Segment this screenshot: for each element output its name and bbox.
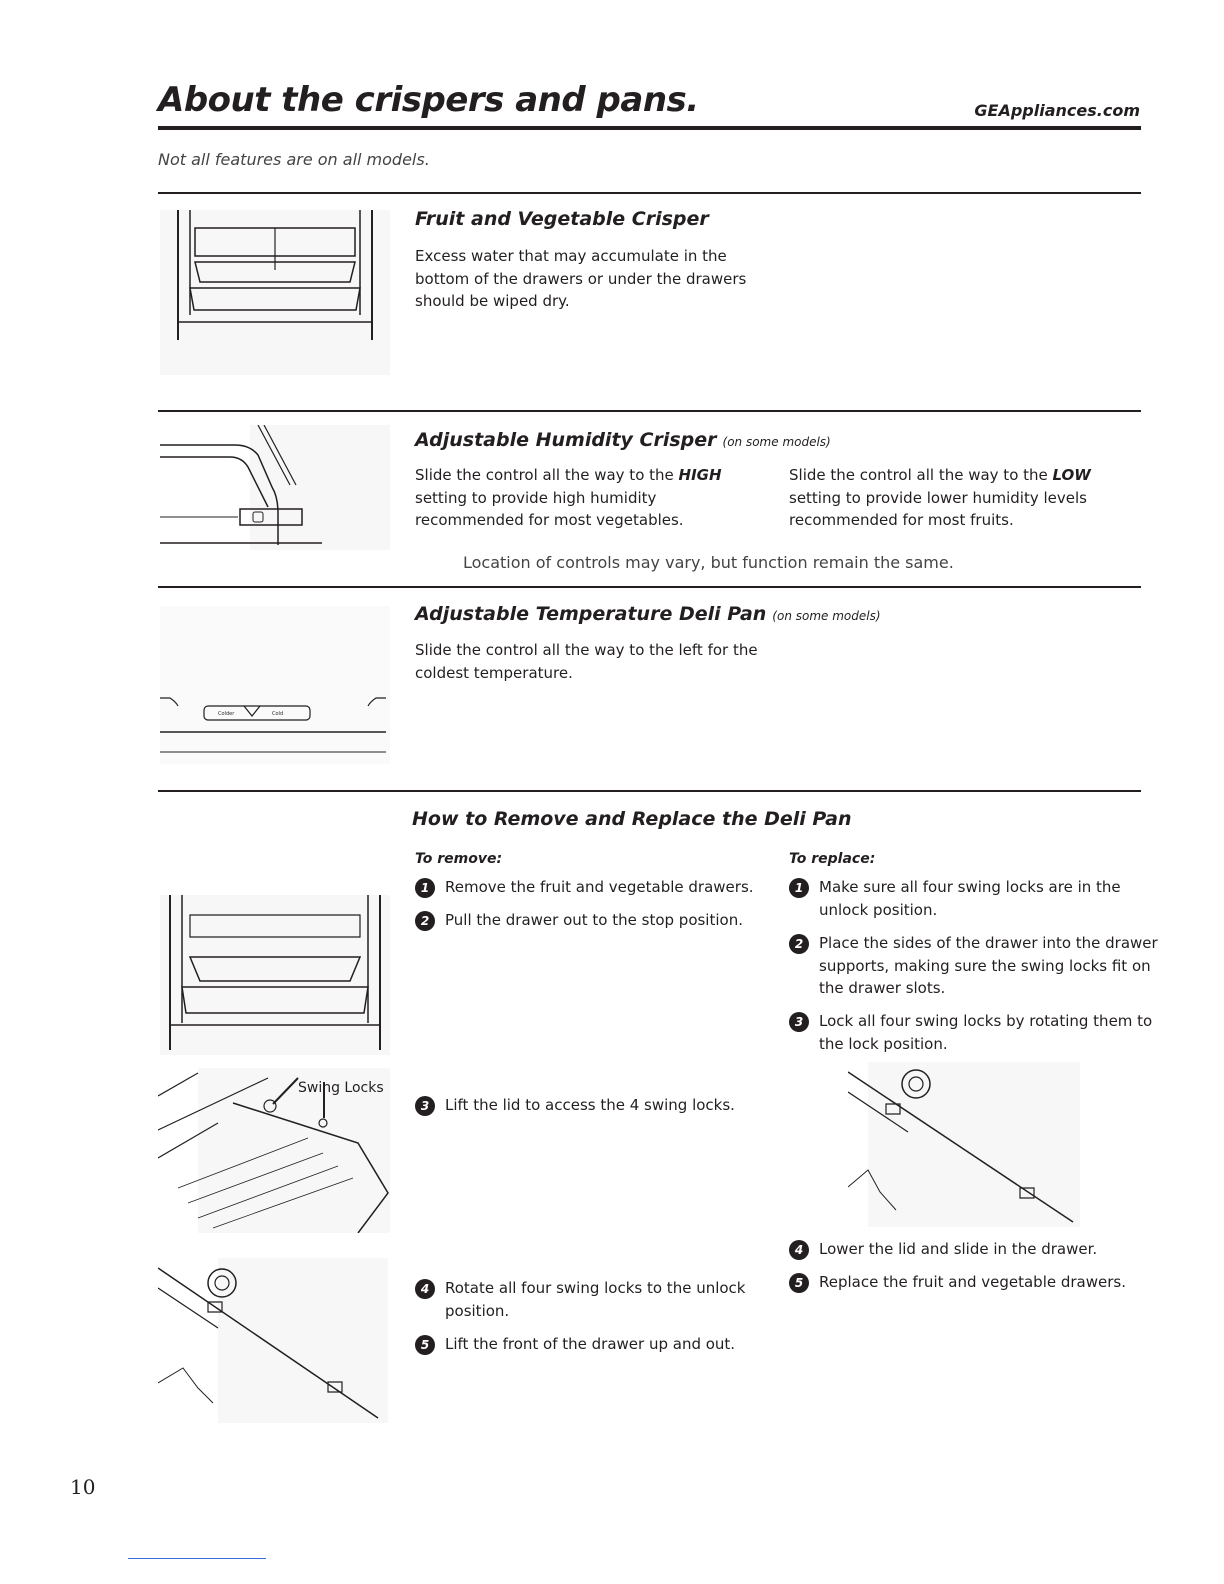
step-number-badge: 4 bbox=[789, 1240, 809, 1260]
step-number-badge: 4 bbox=[415, 1279, 435, 1299]
step-number-badge: 1 bbox=[789, 878, 809, 898]
humidity-low-text bbox=[789, 464, 1124, 532]
deli-pan-text: Slide the control all the way to the left for the coldest temperature. bbox=[415, 641, 758, 682]
step-text: Lift the front of the drawer up and out. bbox=[445, 1335, 736, 1353]
control-colder-label: Colder bbox=[218, 711, 235, 717]
crisper-drawers-illustration bbox=[160, 210, 390, 375]
replace-step-4 bbox=[789, 1238, 1169, 1261]
remove-step-5 bbox=[415, 1333, 790, 1356]
section-heading-remove-replace: How to Remove and Replace the Deli Pan bbox=[412, 808, 852, 830]
section-divider bbox=[158, 586, 1141, 588]
replace-label: To replace: bbox=[789, 851, 876, 867]
humidity-high-text bbox=[415, 464, 745, 532]
replace-step-3 bbox=[789, 1010, 1169, 1055]
replace-step-2 bbox=[789, 932, 1169, 1000]
section-heading-fruit-crisper: Fruit and Vegetable Crisper bbox=[415, 208, 709, 230]
section-divider bbox=[158, 192, 1141, 194]
humidity-high-pre: Slide the control all the way to the bbox=[415, 466, 674, 484]
heading-text: Adjustable Temperature Deli Pan bbox=[415, 603, 767, 625]
humidity-low-post: setting to provide lower humidity levels recommended for most fruits. bbox=[789, 488, 1087, 529]
step-number-badge: 3 bbox=[789, 1012, 809, 1032]
humidity-low-pre: Slide the control all the way to the bbox=[789, 466, 1048, 484]
replace-step-5 bbox=[789, 1271, 1169, 1294]
step-number-badge: 2 bbox=[789, 934, 809, 954]
control-cold-label: Cold bbox=[272, 711, 284, 717]
section-divider bbox=[158, 410, 1141, 412]
step-text: Lower the lid and slide in the drawer. bbox=[819, 1240, 1098, 1258]
remove-step-2 bbox=[415, 909, 790, 932]
remove-step-1 bbox=[415, 876, 790, 899]
humidity-caption: Location of controls may vary, but function remain the same. bbox=[463, 553, 954, 572]
page-title: About the crispers and pans. bbox=[158, 80, 699, 120]
step-text: Lift the lid to access the 4 swing locks. bbox=[445, 1096, 735, 1114]
page-number: 10 bbox=[70, 1475, 96, 1499]
heading-text: Adjustable Humidity Crisper bbox=[415, 429, 717, 451]
step-number-badge: 2 bbox=[415, 911, 435, 931]
drawer-stop-position-illustration bbox=[160, 895, 390, 1055]
swing-locks-label: Swing Locks bbox=[298, 1080, 384, 1096]
section-heading-deli-pan bbox=[415, 603, 881, 625]
footer-link-bar bbox=[128, 1558, 266, 1559]
swing-locks-illustration bbox=[158, 1068, 390, 1233]
step-number-badge: 5 bbox=[789, 1273, 809, 1293]
page-subtitle: Not all features are on all models. bbox=[158, 150, 430, 169]
step-text: Lock all four swing locks by rotating them to the lock position. bbox=[819, 1012, 1153, 1053]
title-rule bbox=[158, 126, 1141, 130]
step-text: Place the sides of the drawer into the drawer supports, making sure the swing locks fit on the drawer slots. bbox=[819, 934, 1158, 997]
humidity-low-setting: LOW bbox=[1052, 466, 1091, 484]
step-text: Rotate all four swing locks to the unlock position. bbox=[445, 1279, 746, 1320]
humidity-high-post: setting to provide high humidity recommended for most vegetables. bbox=[415, 488, 684, 529]
swing-lock-unlock-illustration bbox=[158, 1258, 388, 1423]
models-note: (on some models) bbox=[722, 435, 831, 449]
site-url[interactable]: GEAppliances.com bbox=[974, 101, 1140, 120]
step-number-badge: 5 bbox=[415, 1335, 435, 1355]
remove-step-4 bbox=[415, 1277, 790, 1322]
replace-step-1 bbox=[789, 876, 1169, 921]
humidity-control-illustration bbox=[160, 425, 390, 550]
swing-lock-replace-illustration bbox=[848, 1062, 1080, 1227]
fruit-crisper-text: Excess water that may accumulate in the bottom of the drawers or under the drawers should be wiped dry. bbox=[415, 247, 747, 310]
step-text: Remove the fruit and vegetable drawers. bbox=[445, 878, 754, 896]
humidity-high-setting: HIGH bbox=[678, 466, 722, 484]
section-heading-humidity-crisper bbox=[415, 429, 831, 451]
models-note: (on some models) bbox=[772, 609, 881, 623]
step-number-badge: 1 bbox=[415, 878, 435, 898]
section-divider bbox=[158, 790, 1141, 792]
step-text: Replace the fruit and vegetable drawers. bbox=[819, 1273, 1126, 1291]
step-text: Pull the drawer out to the stop position. bbox=[445, 911, 743, 929]
deli-pan-control-illustration bbox=[160, 606, 390, 764]
remove-step-3 bbox=[415, 1094, 790, 1117]
step-number-badge: 3 bbox=[415, 1096, 435, 1116]
step-text: Make sure all four swing locks are in the unlock position. bbox=[819, 878, 1121, 919]
remove-label: To remove: bbox=[415, 851, 503, 867]
